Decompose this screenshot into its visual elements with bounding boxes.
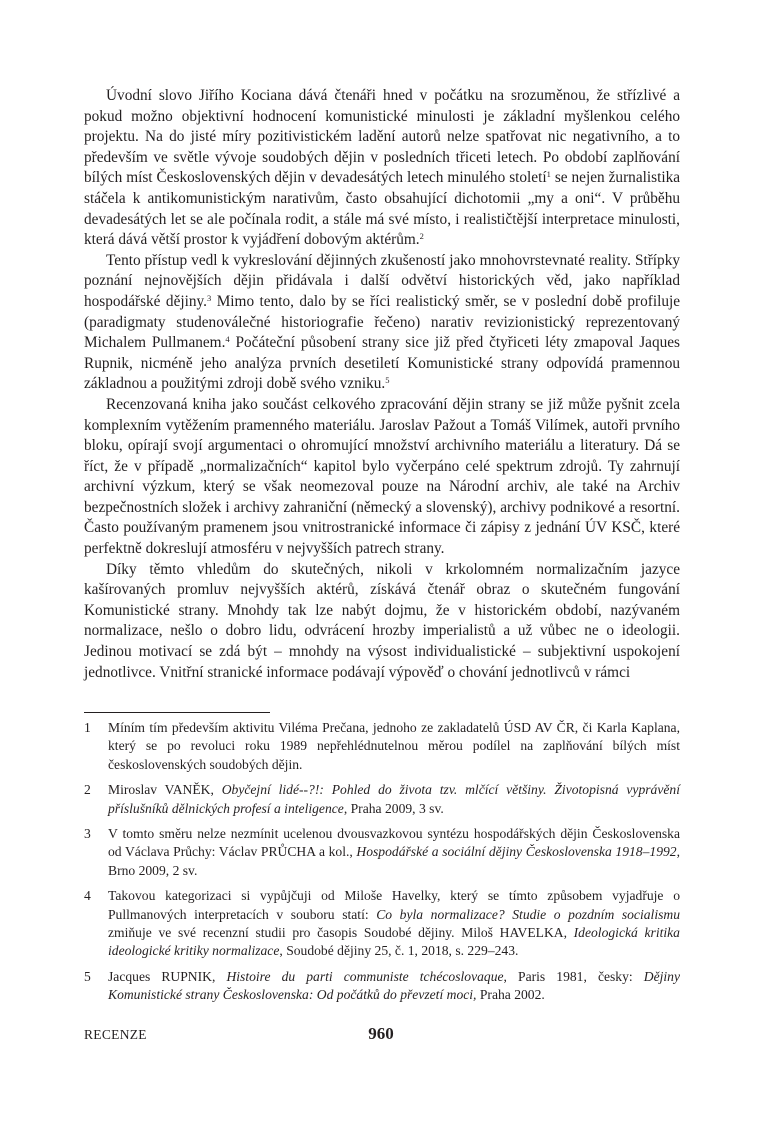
paragraph bbox=[84, 395, 680, 560]
footnote-number: 3 bbox=[84, 826, 91, 842]
footnote-text bbox=[108, 825, 680, 880]
paragraph bbox=[84, 86, 680, 251]
text-run: Praha 2002. bbox=[476, 987, 545, 1003]
footnote-ref[interactable]: 2 bbox=[419, 231, 424, 242]
text-run: Tento přístup vedl k vykreslování dějinných zkušeností jako mnohovrstevnaté reality. Střípky poznání nejnovějších dějin přidávala i další odvětví historických věd, jako například hospodářské dějiny. bbox=[84, 251, 680, 310]
text-run: Míním tím především aktivitu Viléma Prečana, jednoho ze zakladatelů ÚSD AV ČR, či Karla Kaplana, který se po revoluci roku 1989 nepřehlédnutelnou měrou podílel na zaplňování bílých míst československých soudobých dějin. bbox=[108, 720, 680, 772]
footnote-number: 1 bbox=[84, 720, 91, 735]
footnote bbox=[84, 825, 680, 880]
footnote-text bbox=[108, 887, 680, 961]
italic-title: Ideologická kritika ideologické kritiky normalizace bbox=[108, 925, 680, 959]
text-run: Jacques RUPNIK, bbox=[108, 968, 227, 984]
footnote-text bbox=[108, 719, 680, 774]
footnote-ref[interactable]: 3 bbox=[207, 292, 212, 303]
paragraph bbox=[84, 560, 680, 684]
footnote-number: 4 bbox=[84, 888, 91, 904]
footnote bbox=[84, 781, 680, 818]
text-run: zmiňuje ve své recenzní studii pro časopis Soudobé dějiny. Miloš HAVELKA, bbox=[108, 925, 574, 941]
footnote-ref[interactable]: 4 bbox=[225, 334, 230, 345]
text-run: V tomto směru nelze nezmínit ucelenou dvousvazkovou syntézu hospodářských dějin Československa od Václava Průchy: Václav PRŮCHA a kol., bbox=[108, 826, 680, 860]
footnote-separator bbox=[84, 712, 270, 713]
section-label: RECENZE bbox=[84, 1027, 147, 1042]
footnote-ref[interactable]: 1 bbox=[546, 169, 551, 180]
footnote-number: 5 bbox=[84, 968, 91, 984]
footnote bbox=[84, 719, 680, 774]
footnote-text bbox=[108, 968, 680, 1005]
footnotes bbox=[84, 719, 680, 1012]
text-run: , Paris 1981, česky: bbox=[503, 968, 644, 984]
italic-title: Hospodářské a sociální dějiny Československa 1918–1992 bbox=[356, 844, 677, 860]
text-run: Díky těmto vhledům do skutečných, nikoli v krkolomném normalizačním jazyce kašírovaných promluv nejvyšších aktérů, získává čtenář obraz o skutečném fungování Komunistické strany. Mnohdy tak lze nabýt dojmu, že v historickém období, nazývaném normalizace, nešlo o dobro lidu, odvrácení hrozby imperialistů a už vůbec ne o ideologii. Jedinou motivací se zdá být – mnohdy na výsost individualistické – subjektivní uspokojení jednotlivce. Vnitřní stranické informace podávají výpověď o chování jednotlivců v rámci bbox=[84, 560, 680, 681]
italic-title: Dějiny Komunistické strany Československa: Od počátků do převzetí moci, bbox=[108, 968, 680, 1003]
text-run: Počáteční působení strany sice již před čtyřiceti léty zmapoval Jaques Rupnik, nicméně jeho analýza prvních desetiletí Komunistické strany odpovídá pramennou základnou a použitými zdroji době svého vzniku. bbox=[84, 334, 680, 393]
text-run: Mimo tento, dalo by se říci realistický směr, se v poslední době profiluje (paradigmaty studenoválečné historiografie řečeno) narativ revizionistický reprezentovaný Michalem Pullmanem. bbox=[84, 292, 681, 352]
footnote bbox=[84, 968, 680, 1005]
text-run: Recenzovaná kniha jako součást celkového zpracování dějin strany se již může pyšnit zcela komplexním vytěžením pramenného materiálu. Jaroslav Pažout a Tomáš Vilímek, autoři prvního bloku, opírají svojí argumentaci o ohromující množství archivního materiálu a literatury. Dá se říct, že v případě „normalizačních“ kapitol bylo vyčerpáno celé spektrum zdrojů. Ty zahrnují archivní výzkum, který se však neomezoval pouze na Národní archiv, ale také na Archiv bezpečnostních složek i archivy zahraniční (německý a slovenský), archivy podnikové a resortní. Často používaným pramenem jsou vnitrostranické informace či zápisy z jednání ÚV KSČ, které perfektně dokreslují atmosféru v nejvyšších patrech strany. bbox=[84, 395, 680, 558]
text-run: Úvodní slovo Jiřího Kociana dává čtenáři hned v počátku na srozuměnou, že střízlivé a pokud možno objektivní hodnocení komunistické minulosti je základní myšlenkou celého projektu. Na do jisté míry pozitivistickém ladění autorů nelze spatřovat nic negativního, a to především ve světle vývoje soudobých dějin v posledních třiceti letech. Po období zaplňování bílých míst Československých dějin v devadesátých letech minulého století bbox=[84, 87, 680, 187]
page-number: 960 bbox=[368, 1024, 394, 1043]
footnote-text bbox=[108, 781, 680, 818]
italic-title: Obyčejní lidé--?!: Pohled do života tzv. mlčící většiny. Životopisná vyprávění příslušníků dělnických profesí a inteligence bbox=[108, 782, 680, 816]
text-run: se nejen žurnalistika stáčela k antikomunistickým narativům, často obsahující dichotomii „my a oni“. V průběhu devadesátých let se ale počínala rodit, a stále má své místo, i realističtější interpretace minulosti, která dává větší prostor k vyjádření dobovým aktérům. bbox=[84, 169, 681, 249]
main-text bbox=[84, 86, 680, 683]
paragraph bbox=[84, 251, 680, 395]
text-run: Miroslav VANĚK, bbox=[108, 782, 222, 798]
text-run: , Soudobé dějiny 25, č. 1, 2018, s. 229–243. bbox=[279, 943, 519, 959]
italic-title: Co byla normalizace? Studie o pozdním socialismu bbox=[376, 906, 680, 922]
text-run: , Praha 2009, 3 sv. bbox=[343, 800, 444, 816]
footnote-number: 2 bbox=[84, 782, 91, 798]
text-run: Takovou kategorizaci si vypůjčuji od Miloše Havelky, který se tímto způsobem vyjadřuje o Pullmanových interpretacích v souboru statí: bbox=[108, 888, 680, 922]
footnote bbox=[84, 887, 680, 961]
text-run: , Brno 2009, 2 sv. bbox=[108, 844, 680, 878]
italic-title: Histoire du parti communiste tchécoslovaque bbox=[226, 968, 504, 984]
footnote-ref[interactable]: 5 bbox=[385, 375, 390, 386]
